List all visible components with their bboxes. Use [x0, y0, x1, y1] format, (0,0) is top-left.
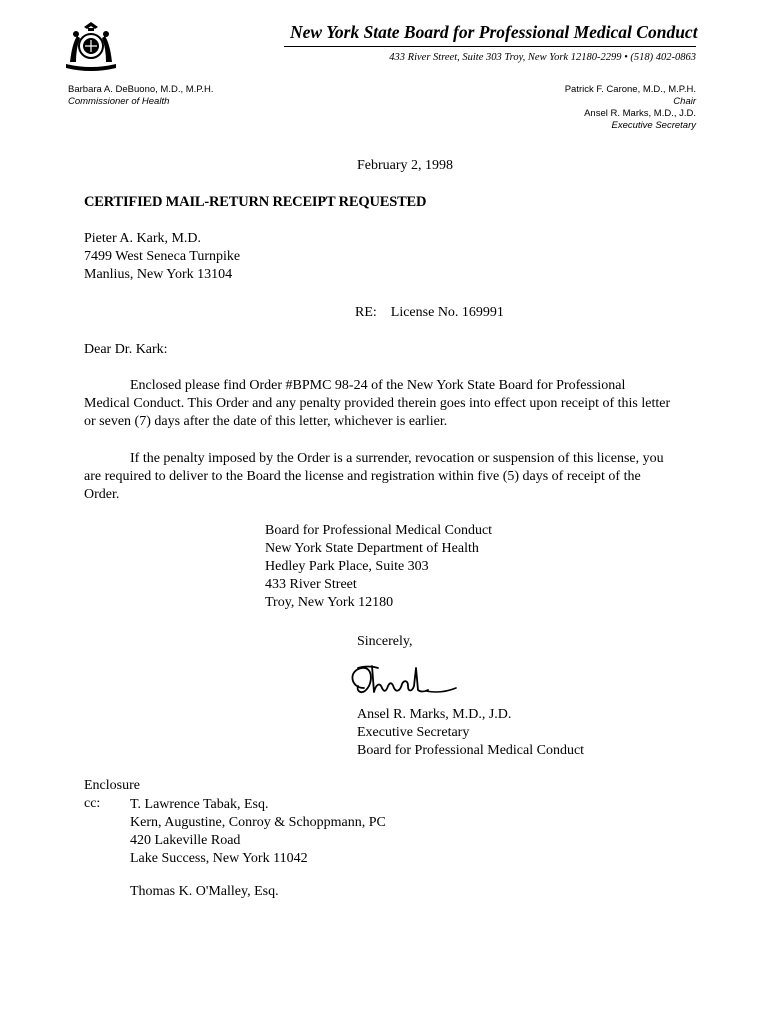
- secretary-title: Executive Secretary: [611, 120, 696, 131]
- cc-recipient-1: [130, 796, 386, 868]
- signer-block: [357, 706, 584, 760]
- cc-label: cc:: [84, 796, 101, 811]
- secretary-name: Ansel R. Marks, M.D., J.D.: [584, 108, 696, 119]
- enclosure-label: Enclosure: [84, 778, 140, 793]
- recipient-address: [84, 230, 240, 284]
- chair-name: Patrick F. Carone, M.D., M.P.H.: [564, 84, 696, 95]
- commissioner-block: [68, 84, 214, 108]
- cc-street: 420 Lakeville Road: [130, 833, 241, 848]
- body-paragraph-1: Enclosed please find Order #BPMC 98-24 of the New York State Board for Professional Medical Conduct. This Order and any penalty provided therein goes into effect upon receipt of this letter or seven (7) days after the date of this letter, whichever is earlier.: [84, 378, 671, 429]
- cc-recipient-2: Thomas K. O'Malley, Esq.: [130, 884, 279, 899]
- header-divider: [284, 46, 696, 47]
- signer-name: Ansel R. Marks, M.D., J.D.: [357, 707, 512, 722]
- commissioner-title: Commissioner of Health: [68, 96, 170, 107]
- re-line: [355, 305, 504, 321]
- letter-date: February 2, 1998: [357, 158, 454, 173]
- re-label: RE:: [355, 305, 377, 320]
- board-address-line-1: Board for Professional Medical Conduct: [265, 523, 493, 538]
- license-number: License No. 169991: [390, 305, 504, 320]
- chair-title: Chair: [673, 96, 696, 107]
- closing: Sincerely,: [357, 634, 413, 649]
- signer-organization: Board for Professional Medical Conduct: [357, 743, 585, 758]
- cc-firm: Kern, Augustine, Conroy & Schoppmann, PC: [130, 815, 386, 830]
- recipient-city: Manlius, New York 13104: [84, 267, 233, 282]
- state-seal-icon: [62, 20, 120, 74]
- salutation: Dear Dr. Kark:: [84, 342, 168, 357]
- cc-name: T. Lawrence Tabak, Esq.: [130, 797, 269, 812]
- signer-title: Executive Secretary: [357, 725, 470, 740]
- board-address-line-4: 433 River Street: [265, 577, 357, 592]
- recipient-name: Pieter A. Kark, M.D.: [84, 231, 202, 246]
- board-mailing-address: [265, 522, 492, 612]
- recipient-street: 7499 West Seneca Turnpike: [84, 249, 241, 264]
- board-address-line: 433 River Street, Suite 303 Troy, New York 12180-2299 • (518) 402-0863: [389, 52, 696, 63]
- board-address-line-3: Hedley Park Place, Suite 303: [265, 559, 429, 574]
- board-address-line-5: Troy, New York 12180: [265, 595, 394, 610]
- body-paragraph-2: If the penalty imposed by the Order is a surrender, revocation or suspension of this license, you are required to deliver to the Board the license and registration within five (5) days of receipt of the Order.: [84, 451, 664, 502]
- handwritten-signature: [342, 658, 462, 704]
- board-officers-block: [500, 84, 696, 132]
- commissioner-name: Barbara A. DeBuono, M.D., M.P.H.: [68, 84, 214, 95]
- certified-mail-heading: CERTIFIED MAIL-RETURN RECEIPT REQUESTED: [84, 194, 427, 210]
- board-name: New York State Board for Professional Medical Conduct: [290, 22, 698, 42]
- cc-city: Lake Success, New York 11042: [130, 851, 308, 866]
- board-address-line-2: New York State Department of Health: [265, 541, 479, 556]
